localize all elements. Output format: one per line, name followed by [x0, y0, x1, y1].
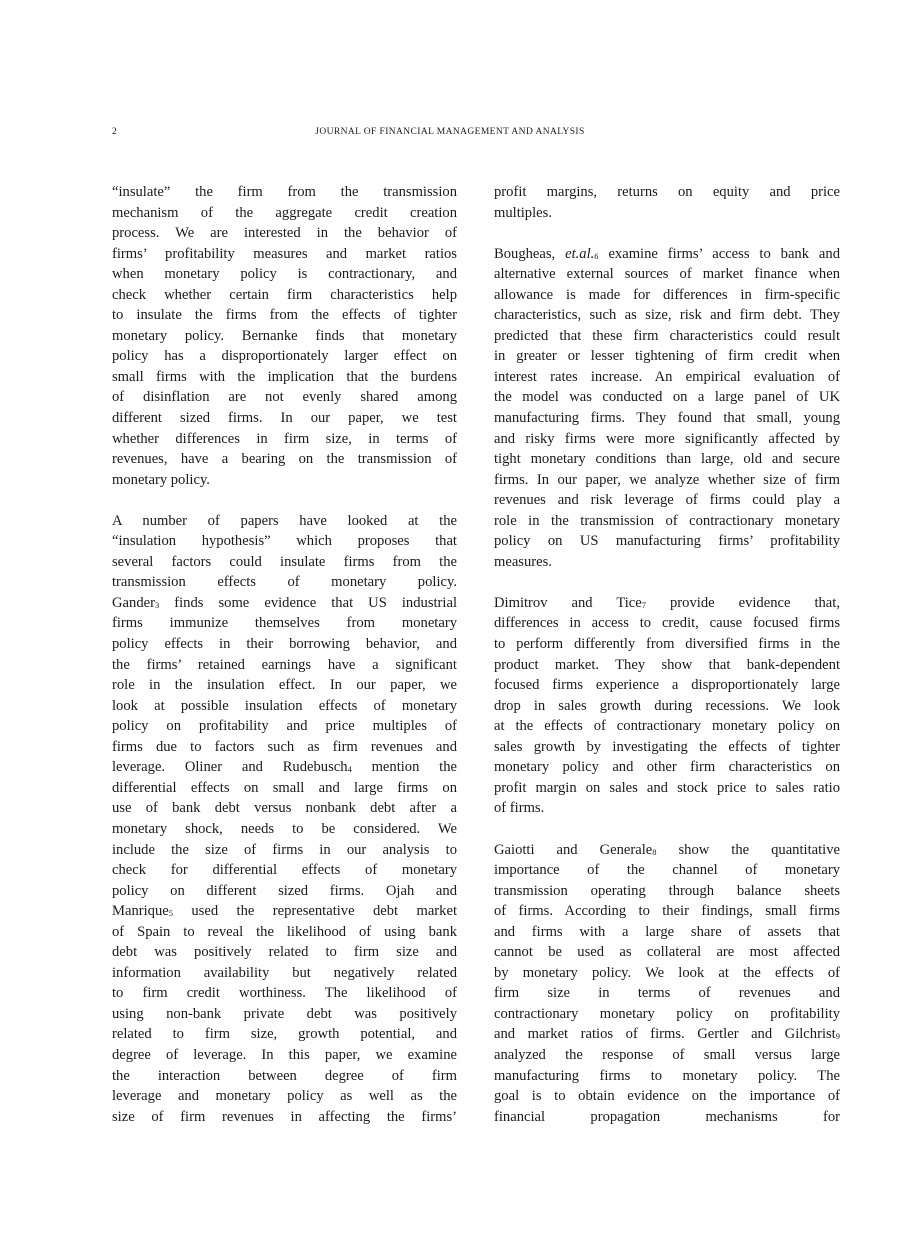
paragraph-gap — [494, 819, 840, 840]
text-line: revenues and risk leverage of firms could play a — [494, 492, 840, 509]
line-text: finds some evidence that US industrial — [159, 594, 457, 611]
text-line: manufacturing firms to monetary policy. The — [494, 1067, 840, 1084]
text-line: monetary policy. — [112, 471, 210, 488]
text-line: “insulation hypothesis” which proposes that — [112, 533, 457, 550]
text-line: the interaction between degree of firm — [112, 1067, 457, 1084]
text-line: leverage and monetary policy as well as the — [112, 1088, 457, 1105]
text-line: to firm credit worthiness. The likelihood of — [112, 985, 457, 1002]
text-line: monetary policy. Bernanke finds that monetary — [112, 327, 457, 344]
text-line: firm size in terms of revenues and — [494, 985, 840, 1002]
line-text: leverage. Oliner and Rudebusch — [112, 759, 348, 776]
line-text: and market ratios of firms. Gertler and Gilchrist — [494, 1026, 836, 1043]
footnote-ref: 5 — [168, 908, 173, 919]
text-line: allowance is made for differences in firm-specific — [494, 286, 840, 303]
line-text: Bougheas, — [494, 245, 566, 262]
text-line: policy on US manufacturing firms’ profitability — [494, 533, 840, 550]
text-line: “insulate” the firm from the transmission — [112, 184, 457, 200]
paragraph — [494, 593, 840, 819]
text-line — [112, 901, 457, 922]
paragraph-gap — [494, 223, 840, 244]
text-line: the model was conducted on a large panel of UK — [494, 389, 840, 406]
page-number: 2 — [112, 127, 118, 137]
footnote-ref: 3 — [154, 599, 160, 610]
text-line: differences in access to credit, cause focused firms — [494, 615, 840, 632]
text-line: predicted that these firm characteristics could result — [494, 327, 840, 344]
text-line: policy on profitability and price multiples of — [112, 718, 457, 735]
text-line — [494, 1024, 840, 1045]
paragraph — [112, 182, 457, 490]
paragraph — [494, 840, 840, 1128]
text-line: importance of the channel of monetary — [494, 862, 840, 879]
line-text: examine firms’ access to bank and — [598, 245, 840, 262]
text-line — [494, 840, 840, 861]
footnote-ref: 9 — [835, 1031, 840, 1042]
text-line: of disinflation are not evenly shared among — [112, 389, 457, 406]
text-line: information availability but negatively related — [112, 964, 457, 981]
running-head: JOURNAL OF FINANCIAL MANAGEMENT AND ANALYSIS — [315, 127, 585, 137]
italic-text: et.al. — [565, 245, 595, 262]
text-line: financial propagation mechanisms for — [494, 1108, 840, 1125]
text-line: process. We are interested in the behavior of — [112, 225, 457, 242]
text-line: when monetary policy is contractionary, and — [112, 266, 457, 283]
text-line: related to firm size, growth potential, and — [112, 1026, 457, 1043]
text-line: sales growth by investigating the effects of tighter — [494, 738, 840, 755]
text-line: tight monetary conditions than large, old and secure — [494, 451, 840, 468]
text-line: monetary shock, needs to be considered. We — [112, 820, 457, 837]
text-line: in greater or lesser tightening of firm credit when — [494, 348, 840, 365]
text-line: use of bank debt versus nonbank debt after a — [112, 800, 457, 817]
text-line: transmission operating through balance sheets — [494, 882, 840, 899]
text-line — [112, 593, 457, 614]
line-text: mention the — [351, 759, 457, 776]
text-line: to perform differently from diversified firms in the — [494, 636, 840, 653]
line-text: provide evidence that, — [646, 594, 840, 611]
text-line: cannot be used as collateral are most affected — [494, 944, 840, 961]
text-line: contractionary monetary policy on profitability — [494, 1005, 840, 1022]
text-line: firms due to factors such as firm revenues and — [112, 738, 457, 755]
text-line: analyzed the response of small versus large — [494, 1046, 840, 1063]
text-line: policy effects in their borrowing behavior, and — [112, 636, 457, 653]
footnote-ref: 8 — [652, 846, 657, 857]
line-text: Gaiotti and Generale — [494, 841, 653, 858]
line-text: Manrique — [112, 903, 169, 920]
text-line: size of firm revenues in affecting the firms’ — [112, 1108, 457, 1125]
text-line: whether differences in firm size, in terms of — [112, 430, 457, 447]
text-line — [494, 244, 840, 265]
line-text: Dimitrov and Tice — [494, 594, 642, 611]
text-line: goal is to obtain evidence on the importance of — [494, 1088, 840, 1105]
text-line: revenues, have a bearing on the transmission of — [112, 451, 457, 468]
line-text: show the quantitative — [656, 841, 841, 858]
paragraph — [494, 244, 840, 573]
text-line: profit margins, returns on equity and price — [494, 184, 840, 200]
text-line: of firms. — [494, 800, 545, 817]
paragraph-gap — [112, 490, 457, 511]
text-line: A number of papers have looked at the — [112, 512, 457, 529]
text-line: transmission effects of monetary policy. — [112, 574, 457, 591]
paragraph — [112, 511, 457, 1127]
text-line: check for differential effects of monetary — [112, 862, 457, 879]
text-line: multiples. — [494, 204, 552, 221]
text-line: look at possible insulation effects of monetary — [112, 697, 457, 714]
text-line: check whether certain firm characteristics help — [112, 286, 457, 303]
line-text: used the representative debt market — [173, 903, 457, 920]
text-line: policy on different sized firms. Ojah and — [112, 882, 457, 899]
line-text: Gander — [112, 594, 155, 611]
text-line: monetary policy and other firm characteristics on — [494, 759, 840, 776]
text-line: characteristics, such as size, risk and firm debt. They — [494, 307, 840, 324]
left-column — [112, 182, 457, 1127]
paragraph — [494, 182, 840, 223]
text-line: include the size of firms in our analysis to — [112, 841, 457, 858]
right-column — [494, 182, 840, 1127]
text-line — [112, 757, 457, 778]
text-line: mechanism of the aggregate credit creation — [112, 204, 457, 221]
text-line: product market. They show that bank-dependent — [494, 656, 840, 673]
text-line: and risky firms were more significantly affected by — [494, 430, 840, 447]
text-line — [494, 593, 840, 614]
text-line: degree of leverage. In this paper, we examine — [112, 1046, 457, 1063]
text-line: by monetary policy. We look at the effects of — [494, 964, 840, 981]
text-line: to insulate the firms from the effects of tighter — [112, 307, 457, 324]
text-line: manufacturing firms. They found that small, young — [494, 410, 840, 427]
text-line: the firms’ retained earnings have a significant — [112, 656, 457, 673]
text-line: and firms with a large share of assets that — [494, 923, 840, 940]
text-line: of Spain to reveal the likelihood of using bank — [112, 923, 457, 940]
text-line: firms. In our paper, we analyze whether size of firm — [494, 471, 840, 488]
text-line: at the effects of contractionary monetary policy on — [494, 718, 840, 735]
text-line: policy has a disproportionately larger effect on — [112, 348, 457, 365]
text-line: of firms. According to their findings, small firms — [494, 903, 840, 920]
footnote-ref: 7 — [641, 599, 646, 610]
text-line: measures. — [494, 553, 552, 570]
text-line: alternative external sources of market finance when — [494, 266, 840, 283]
text-line: profit margin on sales and stock price to sales ratio — [494, 779, 840, 796]
text-line: debt was positively related to firm size and — [112, 944, 457, 961]
text-line: drop in sales growth during recessions. We look — [494, 697, 840, 714]
footnote-ref: 6 — [594, 250, 599, 261]
text-line: firms’ profitability measures and market ratios — [112, 245, 457, 262]
text-line: interest rates increase. An empirical evaluation of — [494, 368, 840, 385]
text-line: using non-bank private debt was positively — [112, 1005, 457, 1022]
text-line: focused firms experience a disproportionately large — [494, 677, 840, 694]
text-line: role in the insulation effect. In our paper, we — [112, 677, 457, 694]
paragraph-gap — [494, 572, 840, 593]
text-line: small firms with the implication that the burdens — [112, 368, 457, 385]
text-line: role in the transmission of contractionary monetary — [494, 512, 840, 529]
footnote-ref: 4 — [347, 764, 352, 775]
text-line: several factors could insulate firms from the — [112, 553, 457, 570]
text-line: firms immunize themselves from monetary — [112, 615, 457, 632]
text-line: differential effects on small and large firms on — [112, 779, 457, 796]
text-line: different sized firms. In our paper, we test — [112, 410, 457, 427]
